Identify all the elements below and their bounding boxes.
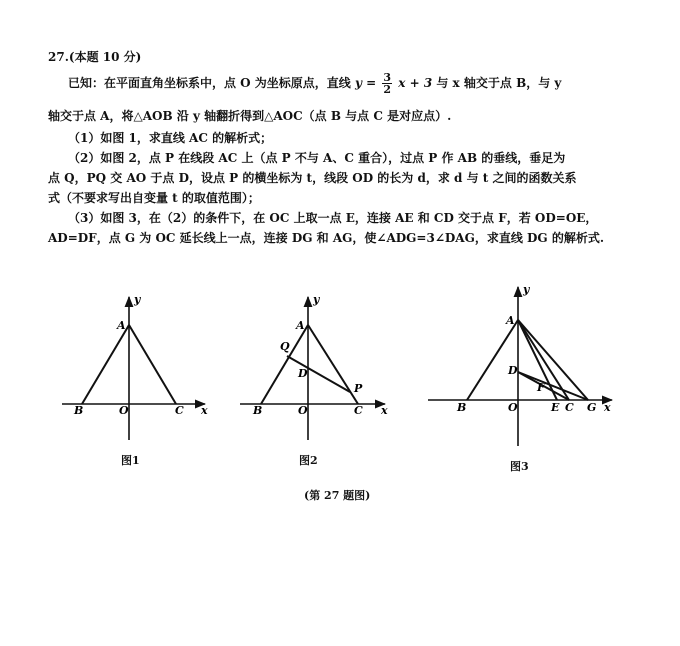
fig1-segment-ab	[82, 325, 129, 404]
fig3-label-c: C	[565, 401, 574, 414]
equation-y: y	[355, 76, 362, 90]
figure-caption: (第 27 题图)	[304, 489, 371, 502]
fig3-label-f: F	[537, 381, 545, 394]
fig1-segment-ac	[129, 325, 176, 404]
fig3-label-d: D	[508, 364, 518, 377]
fig2-label-y: y	[313, 293, 320, 306]
fraction-numerator: 3	[383, 71, 392, 84]
fig1-label-a: A	[117, 319, 126, 332]
fig3-label-y: y	[523, 283, 530, 296]
fig3-segment-ab	[467, 320, 518, 400]
equation-rest: x + 3	[398, 76, 433, 90]
part-1-text: （1）如图 1，求直线 AC 的解析式；	[68, 131, 273, 145]
fig1-label-x: x	[201, 404, 208, 417]
fig2-label-o: O	[298, 404, 308, 417]
part-2-line-1: （2）如图 2，点 P 在线段 AC 上（点 P 不与 A、C 重合），过点 P 作 AB 的垂线，垂足为	[68, 151, 566, 165]
fig2-segment-ac	[308, 325, 358, 404]
fig1-label-y: y	[134, 293, 141, 306]
given-suffix: 与 x 轴交于点 B，与 y	[436, 76, 562, 90]
fig2-label-b: B	[253, 404, 263, 417]
figure-3	[428, 283, 612, 446]
part-2-line-2: 点 Q，PQ 交 AO 于点 D，设点 P 的横坐标为 t，线段 OD 的长为 d，求 d 与 t 之间的函数关系	[48, 171, 577, 185]
fig1-label-o: O	[119, 404, 129, 417]
fig2-caption: 图2	[299, 454, 318, 467]
problem-number: 27.	[48, 50, 69, 64]
fig3-label-g: G	[587, 401, 597, 414]
fig3-label-a: A	[506, 314, 515, 327]
fig3-label-e: E	[551, 401, 560, 414]
fig3-label-x: x	[604, 401, 611, 414]
fig2-label-a: A	[296, 319, 305, 332]
fig3-label-o: O	[508, 401, 518, 414]
fig1-caption: 图1	[121, 454, 140, 467]
fig2-label-c: C	[354, 404, 363, 417]
given-line-2: 轴交于点 A，将△AOB 沿 y 轴翻折得到△AOC（点 B 与点 C 是对应点）.	[48, 109, 452, 123]
problem-score: (本题 10 分)	[68, 50, 142, 64]
figure-2	[240, 293, 388, 440]
fraction-denominator: 2	[383, 83, 392, 96]
fig3-label-b: B	[457, 401, 467, 414]
part-3-line-2: AD=DF，点 G 为 OC 延长线上一点，连接 DG 和 AG，使∠ADG=3∠DAG，求直线 DG 的解析式.	[48, 231, 605, 245]
given-prefix: 已知：在平面直角坐标系中，点 O 为坐标原点，直线	[68, 76, 351, 90]
fig1-label-c: C	[175, 404, 184, 417]
fig2-label-p: P	[354, 382, 363, 395]
fig2-label-q: Q	[280, 340, 290, 353]
part-2-line-3: 式（不要求写出自变量 t 的取值范围）；	[48, 191, 260, 205]
fig2-label-d: D	[298, 367, 308, 380]
figure-1	[62, 293, 208, 440]
fig3-segment-ag	[518, 320, 588, 400]
fig1-label-b: B	[74, 404, 84, 417]
fig2-segment-pq	[287, 356, 350, 392]
fig2-label-x: x	[381, 404, 388, 417]
fig3-caption: 图3	[510, 460, 529, 473]
equation-equals: =	[366, 76, 377, 90]
part-3-line-1: （3）如图 3，在（2）的条件下，在 OC 上取一点 E，连接 AE 和 CD 交于点 F，若 OD=OE，	[68, 211, 598, 225]
